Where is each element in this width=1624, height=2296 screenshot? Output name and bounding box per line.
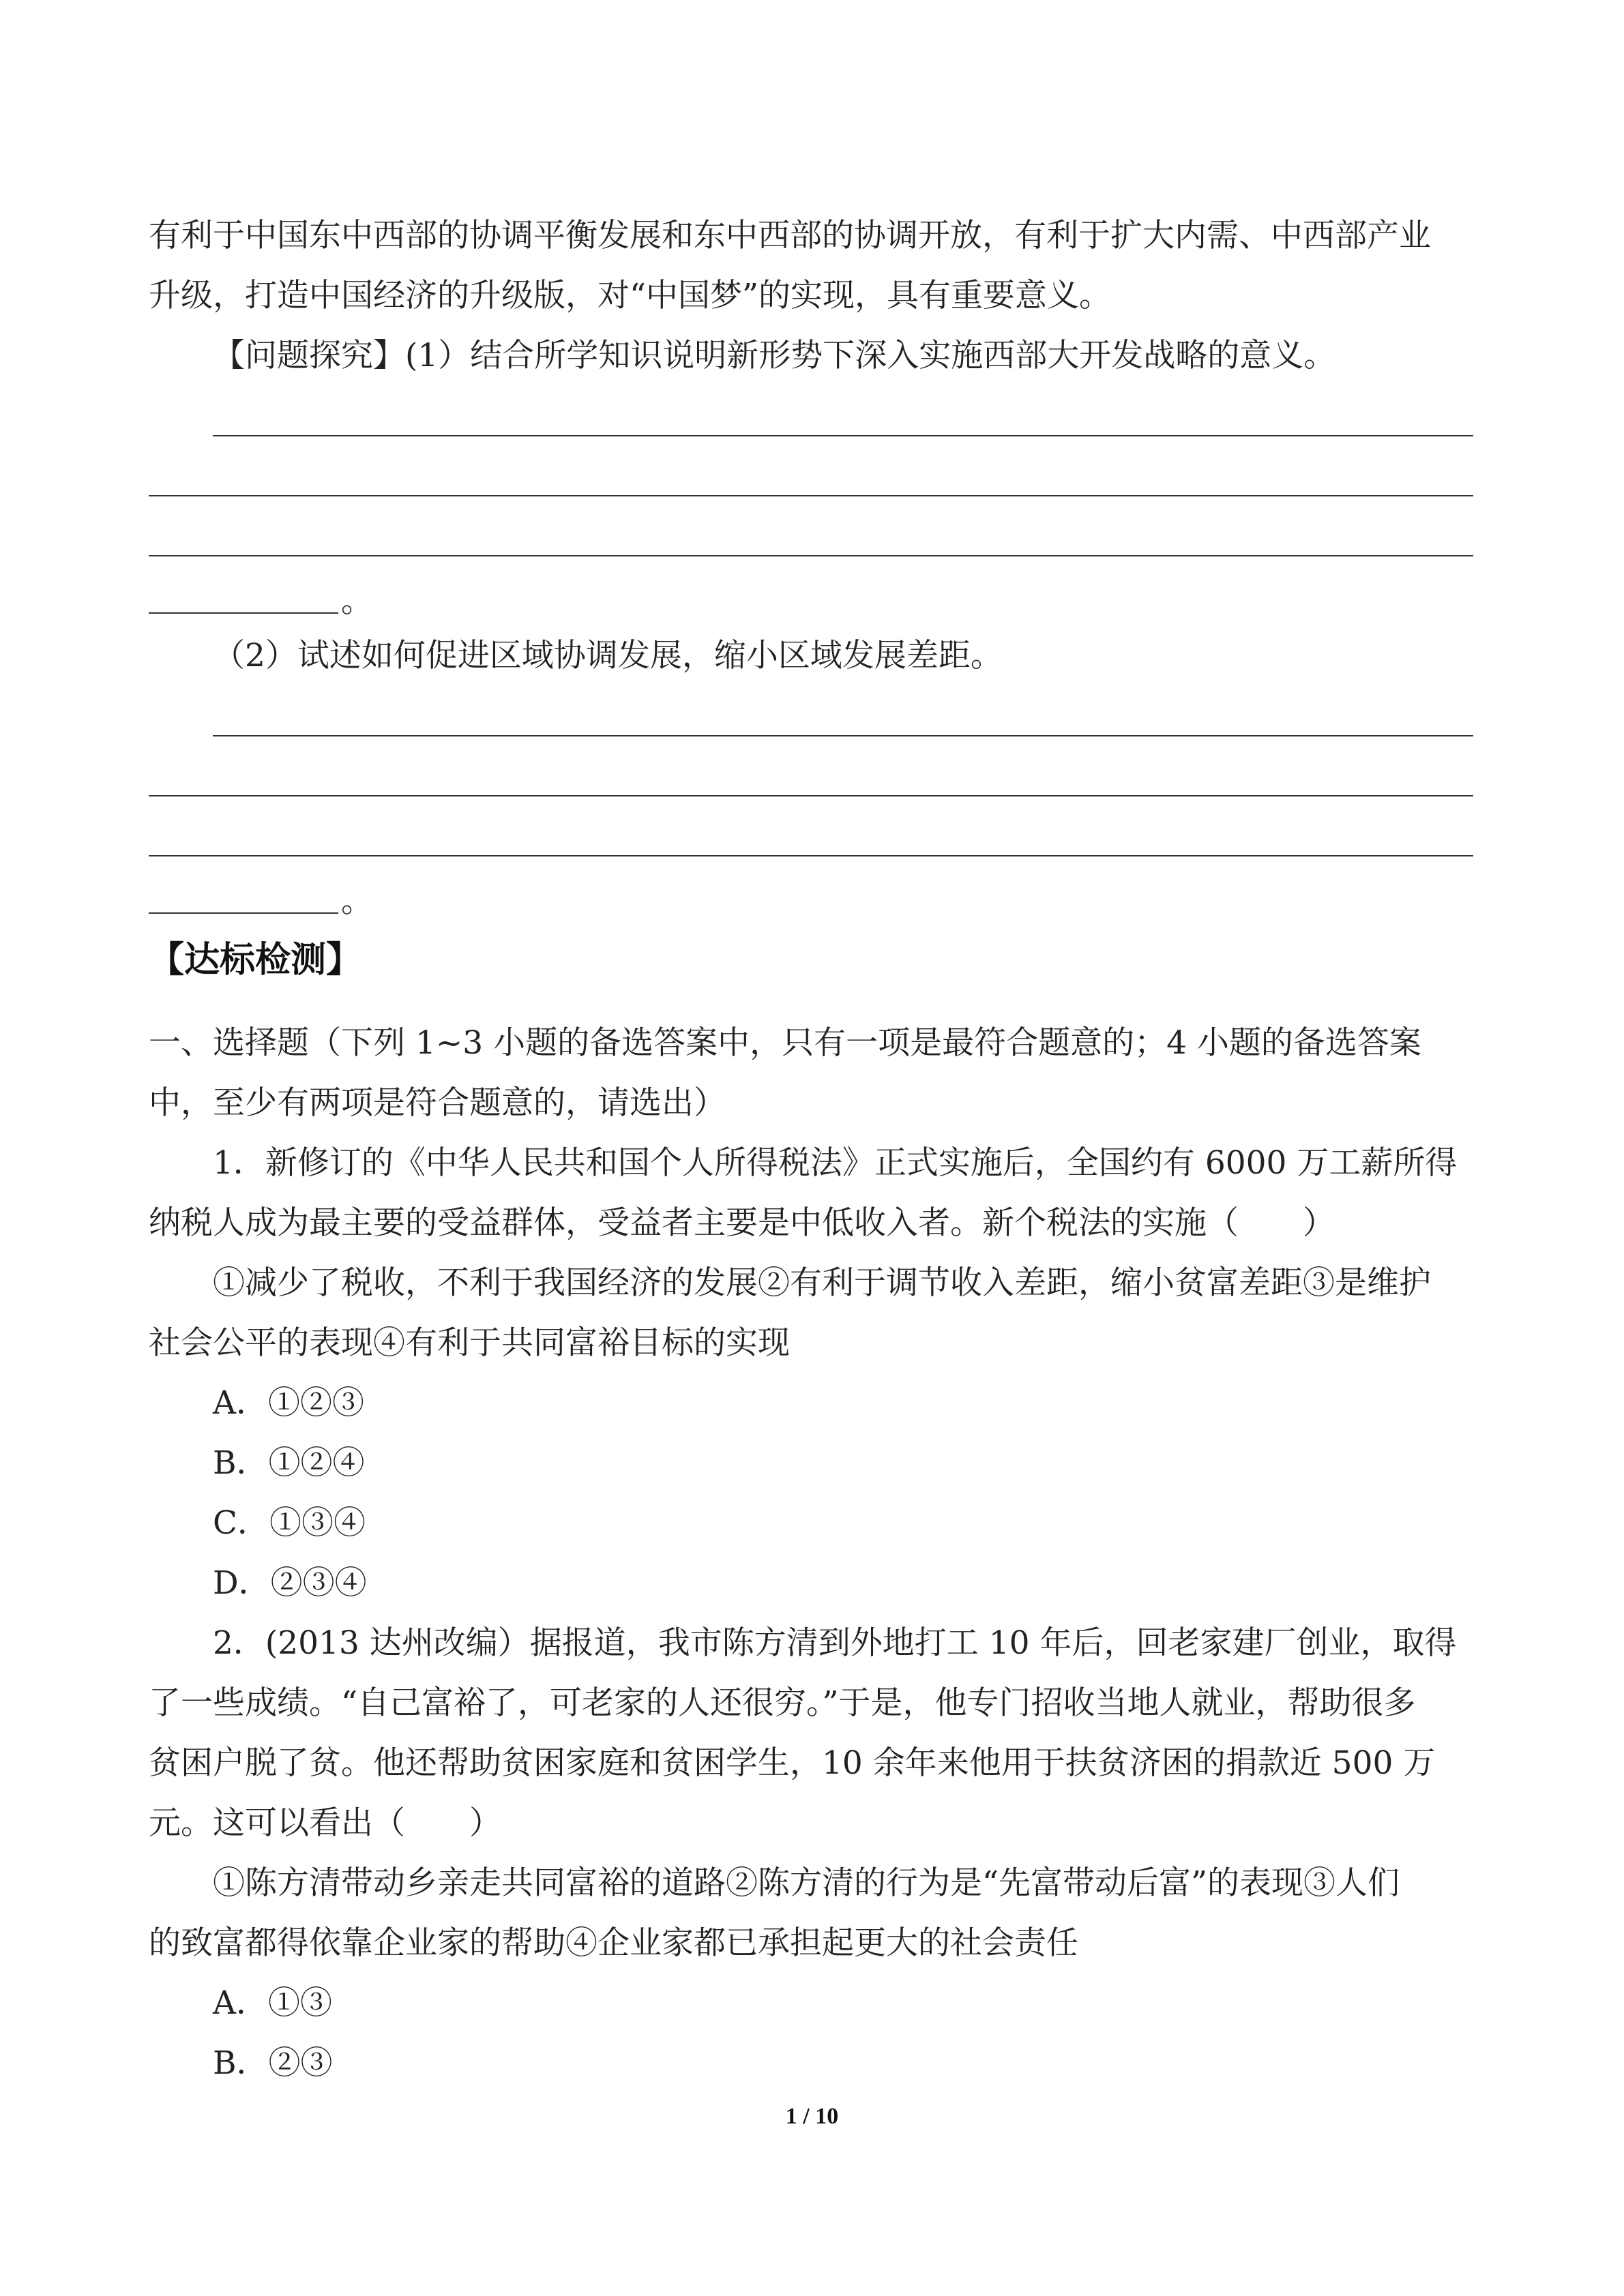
question-1-option-a[interactable]: A．①②③ <box>213 1384 364 1422</box>
question-2-stem-line-3: 贫困户脱了贫。他还帮助贫困家庭和贫困学生，10 余年来他用于扶贫济困的捐款近 500 万 <box>149 1744 1436 1782</box>
intro-line-2: 升级，打造中国经济的升级版，对“中国梦”的实现，具有重要意义。 <box>149 277 1112 314</box>
question-2-stem-line-1: 2．(2013 达州改编）据报道，我市陈方清到外地打工 10 年后，回老家建厂创业，取得 <box>213 1624 1457 1662</box>
answer-line-short[interactable] <box>149 612 338 614</box>
question-1-stem-line-1: 1．新修订的《中华人民共和国个人所得税法》正式实施后，全国约有 6000 万工薪所得 <box>213 1144 1458 1182</box>
answer-line[interactable] <box>213 735 1473 736</box>
question-2-stem-line-2: 了一些成绩。“自己富裕了，可老家的人还很穷。”于是，他专门招收当地人就业，帮助很多 <box>149 1684 1416 1722</box>
inquiry-question-1: 【问题探究】(1）结合所学知识说明新形势下深入实施西部大开发战略的意义。 <box>213 337 1336 374</box>
intro-line-1: 有利于中国东中西部的协调平衡发展和东中西部的协调开放，有利于扩大内需、中西部产业 <box>149 217 1431 254</box>
question-2-statements-line-2: 的致富都得依靠企业家的帮助④企业家都已承担起更大的社会责任 <box>149 1924 1078 1962</box>
question-1-option-d[interactable]: D．②③④ <box>213 1564 367 1602</box>
question-2-statements-line-1: ①陈方清带动乡亲走共同富裕的道路②陈方清的行为是“先富带动后富”的表现③人们 <box>213 1864 1400 1902</box>
choice-heading-line-2: 中，至少有两项是符合题意的，请选出） <box>149 1084 726 1122</box>
inquiry-question-2: （2）试述如何促进区域协调发展，缩小区域发展差距。 <box>213 637 1003 674</box>
answer-line[interactable] <box>149 795 1473 796</box>
page-number: 1 / 10 <box>785 2104 839 2129</box>
answer-period: 。 <box>341 882 373 920</box>
question-1-statements-line-1: ①减少了税收，不利于我国经济的发展②有利于调节收入差距，缩小贫富差距③是维护 <box>213 1264 1431 1302</box>
question-1-option-c[interactable]: C．①③④ <box>213 1504 366 1542</box>
answer-line[interactable] <box>149 855 1473 856</box>
answer-line[interactable] <box>149 495 1473 496</box>
question-2-option-a[interactable]: A．①③ <box>213 1984 332 2022</box>
section-title: 【达标检测】 <box>149 940 362 981</box>
answer-line[interactable] <box>149 555 1473 556</box>
question-1-stem-line-2: 纳税人成为最主要的受益群体，受益者主要是中低收入者。新个税法的实施（ ） <box>149 1204 1335 1242</box>
question-1-option-b[interactable]: B．①②④ <box>213 1444 365 1482</box>
choice-heading-line-1: 一、选择题（下列 1~3 小题的备选答案中，只有一项是最符合题意的；4 小题的备选答案 <box>149 1024 1421 1062</box>
answer-period: 。 <box>341 582 373 620</box>
question-2-stem-line-4: 元。这可以看出（ ） <box>149 1804 501 1842</box>
question-2-option-b[interactable]: B．②③ <box>213 2044 333 2082</box>
answer-line[interactable] <box>213 435 1473 436</box>
question-1-statements-line-2: 社会公平的表现④有利于共同富裕目标的实现 <box>149 1324 790 1362</box>
answer-line-short[interactable] <box>149 912 338 914</box>
